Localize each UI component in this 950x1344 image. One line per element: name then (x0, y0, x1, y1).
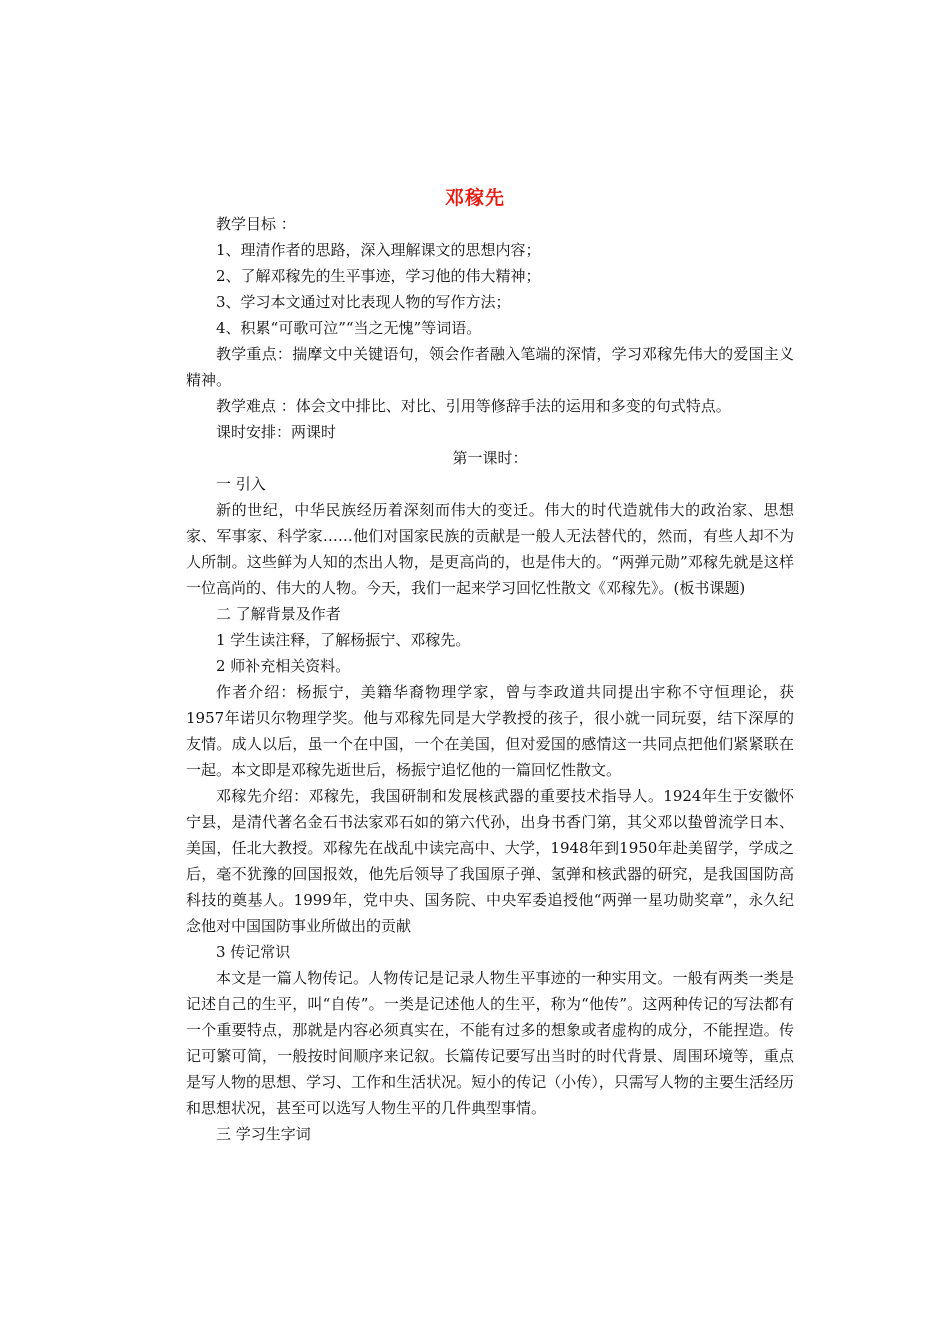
teaching-focus-paragraph: 教学重点：揣摩文中关键语句，领会作者融入笔端的深情，学习邓稼先伟大的爱国主义精神。 (186, 345, 794, 389)
section-heading-background: 二 了解背景及作者 (216, 605, 341, 623)
schedule-line: 课时安排：两课时 (216, 423, 337, 441)
deng-jiaxian-intro-paragraph: 邓稼先介绍：邓稼先，我国研制和发展核武器的重要技术指导人。1924年生于安徽怀宁县，是清代著名金石书法家邓石如的第六代孙，出身书香门第，其父邓以蛰曾流学日本、美国，任北大教授。邓稼先在战乱中读完高中、大学，1948年到1950年赴美留学，学成之后，毫不犹豫的回国报效，他先后领导了我国原子弹、氢弹和核武器的研究，是我国国防高科技的奠基人。1999年，党中央、国务院、中央军委追授他“两弹一星功勋奖章”，永久纪念他对中国国防事业所做出的贡献 (186, 787, 794, 935)
goal-item-2: 2、了解邓稼先的生平事迹，学习他的伟大精神； (216, 267, 541, 285)
document-title: 邓稼先 (444, 187, 505, 209)
section-heading-intro: 一 引入 (216, 475, 266, 493)
background-step-1: 1 学生读注释，了解杨振宁、邓稼先。 (216, 631, 471, 649)
goal-item-1: 1、理清作者的思路，深入理解课文的思想内容； (216, 241, 541, 259)
author-intro-paragraph: 作者介绍：杨振宁，美籍华裔物理学家，曾与李政道共同提出宇称不守恒理论，获1957年诺贝尔物理学奖。他与邓稼先同是大学教授的孩子，很小就一同玩耍，结下深厚的友情。成人以后，虽一个在中国，一个在美国，但对爱国的感情这一共同点把他们紧紧联在一起。本文即是邓稼先逝世后，杨振宁追忆他的一篇回忆性散文。 (186, 683, 794, 779)
background-step-2: 2 师补充相关资料。 (216, 657, 351, 675)
section-heading-vocabulary: 三 学习生字词 (216, 1125, 311, 1143)
biography-knowledge-heading: 3 传记常识 (216, 943, 291, 961)
teaching-goals-heading: 教学目标 ： (216, 215, 296, 233)
goal-item-3: 3、学习本文通过对比表现人物的写作方法； (216, 293, 511, 311)
document-body (186, 211, 794, 1147)
teaching-difficulty-paragraph: 教学难点 ：体会文中排比、对比、引用等修辞手法的运用和多变的句式特点。 (216, 397, 731, 415)
biography-knowledge-paragraph: 本文是一篇人物传记。人物传记是记录人物生平事迹的一种实用文。一般有两类一类是记述自己的生平，叫“自传”。一类是记述他人的生平，称为“他传”。这两种传记的写法都有一个重要特点，那就是内容必须真实在，不能有过多的想象或者虚构的成分，不能捏造。传记可繁可简，一般按时间顺序来记叙。长篇传记要写出当时的时代背景、周围环境等，重点是写人物的思想、学习、工作和生活状况。短小的传记（小传），只需写人物的主要生活经历和思想状况，甚至可以选写人物生平的几件典型事情。 (186, 969, 794, 1117)
intro-paragraph: 新的世纪，中华民族经历着深刻而伟大的变迁。伟大的时代造就伟大的政治家、思想家、军事家、科学家……他们对国家民族的贡献是一般人无法替代的，然而，有些人却不为人所制。这些鲜为人知的杰出人物，是更高尚的，也是伟大的。“两弹元勋”邓稼先就是这样一位高尚的、伟大的人物。今天，我们一起来学习回忆性散文《邓稼先》。(板书课题) (186, 501, 794, 597)
lesson-one-heading: 第一课时： (452, 449, 528, 467)
goal-item-4: 4、积累“可歌可泣”“当之无愧”等词语。 (216, 319, 482, 337)
